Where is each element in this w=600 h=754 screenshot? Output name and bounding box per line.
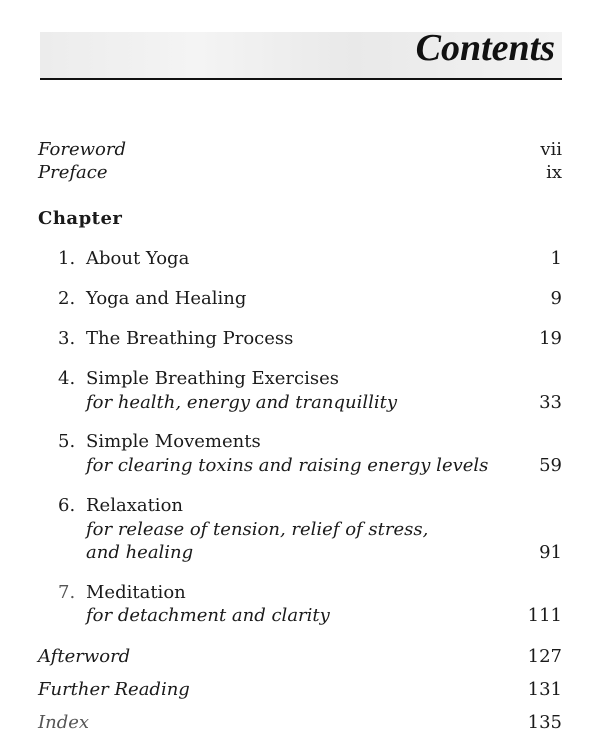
chapter-number: 7. bbox=[58, 582, 76, 603]
entry-label: Afterword bbox=[38, 646, 131, 667]
chapter-subtitle: and healing bbox=[86, 542, 194, 563]
toc-chapter-1 bbox=[0, 247, 600, 271]
toc-chapter-2 bbox=[0, 287, 600, 311]
toc-entry-preface bbox=[0, 161, 600, 185]
toc-entry-foreword bbox=[0, 138, 600, 162]
chapter-number: 5. bbox=[58, 431, 76, 452]
chapter-subtitle: for clearing toxins and raising energy levels bbox=[86, 455, 489, 476]
chapter-number: 6. bbox=[58, 495, 76, 516]
toc-chapter-4 bbox=[0, 367, 600, 391]
chapter-heading bbox=[0, 207, 600, 231]
entry-page: ix bbox=[546, 162, 562, 183]
chapter-title: Meditation bbox=[86, 582, 186, 603]
entry-page: 9 bbox=[550, 288, 562, 309]
toc-chapter-5-sub bbox=[0, 454, 600, 478]
chapter-heading-label: Chapter bbox=[38, 208, 123, 229]
chapter-number: 1. bbox=[58, 248, 76, 269]
entry-page: 135 bbox=[527, 712, 562, 733]
toc-entry-afterword bbox=[0, 645, 600, 669]
toc-chapter-7-sub bbox=[0, 604, 600, 628]
chapter-title: About Yoga bbox=[86, 248, 190, 269]
entry-page: 33 bbox=[539, 392, 562, 413]
entry-label: Further Reading bbox=[38, 679, 190, 700]
chapter-number: 4. bbox=[58, 368, 76, 389]
toc-entry-index bbox=[0, 711, 600, 735]
toc-chapter-6-sub bbox=[0, 518, 600, 542]
entry-page: 59 bbox=[539, 455, 562, 476]
chapter-title: Simple Movements bbox=[86, 431, 261, 452]
chapter-title: Yoga and Healing bbox=[86, 288, 247, 309]
toc-chapter-3 bbox=[0, 327, 600, 351]
title-rule bbox=[40, 78, 562, 80]
entry-label: Preface bbox=[38, 162, 108, 183]
page-title: Contents bbox=[415, 27, 555, 69]
toc-chapter-7 bbox=[0, 581, 600, 605]
entry-page: 131 bbox=[527, 679, 562, 700]
entry-page: 127 bbox=[527, 646, 562, 667]
chapter-subtitle: for release of tension, relief of stress, bbox=[86, 519, 429, 540]
chapter-title: Simple Breathing Exercises bbox=[86, 368, 339, 389]
chapter-number: 3. bbox=[58, 328, 76, 349]
entry-label: Index bbox=[38, 712, 90, 733]
toc-entry-further-reading bbox=[0, 678, 600, 702]
chapter-title: Relaxation bbox=[86, 495, 183, 516]
toc-chapter-4-sub bbox=[0, 391, 600, 415]
chapter-subtitle: for detachment and clarity bbox=[86, 605, 330, 626]
chapter-number: 2. bbox=[58, 288, 76, 309]
toc-chapter-6-sub2 bbox=[0, 541, 600, 565]
entry-label: Foreword bbox=[38, 139, 126, 160]
chapter-subtitle: for health, energy and tranquillity bbox=[86, 392, 398, 413]
entry-page: 19 bbox=[539, 328, 562, 349]
entry-page: vii bbox=[540, 139, 562, 160]
entry-page: 1 bbox=[550, 248, 562, 269]
entry-page: 111 bbox=[527, 605, 562, 626]
toc-chapter-6 bbox=[0, 494, 600, 518]
chapter-title: The Breathing Process bbox=[86, 328, 294, 349]
toc-chapter-5 bbox=[0, 430, 600, 454]
entry-page: 91 bbox=[539, 542, 562, 563]
